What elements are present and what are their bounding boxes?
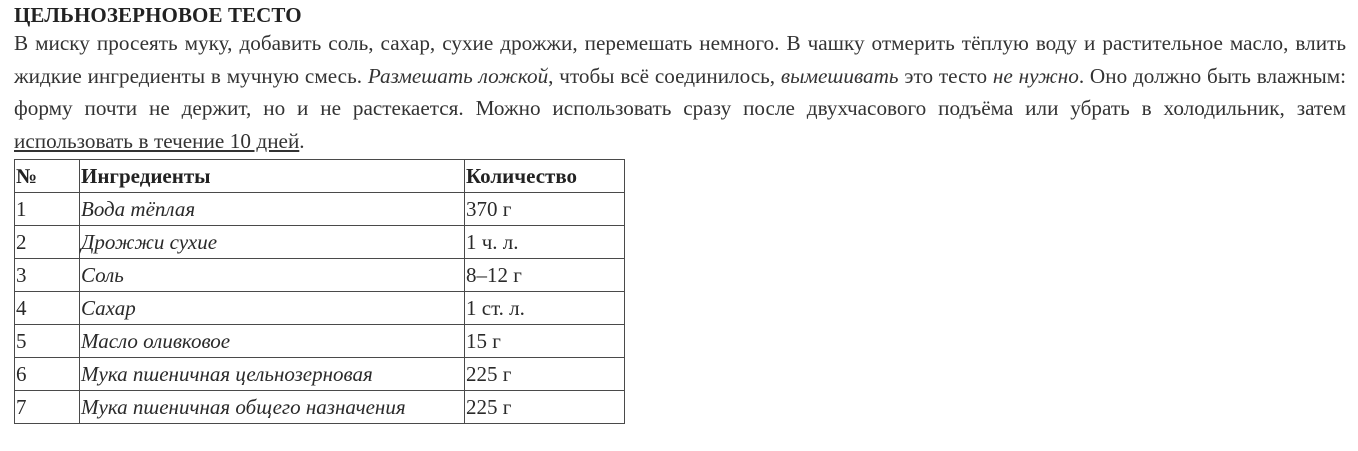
recipe-title: ЦЕЛЬНОЗЕРНОВОЕ ТЕСТО (14, 3, 302, 27)
table-row (15, 193, 625, 226)
instructions-emphasis-stir: Размешать ложкой (367, 63, 549, 88)
instructions-emphasis-not-needed: не нужно (992, 63, 1079, 88)
header-number: № (15, 160, 80, 193)
table-row (15, 259, 625, 292)
row-ingredient: Дрожжи сухие (80, 226, 465, 259)
row-quantity: 8–12 г (465, 259, 625, 292)
table-row (15, 358, 625, 391)
row-number: 4 (15, 292, 80, 325)
row-quantity: 1 ст. л. (465, 292, 625, 325)
row-number: 7 (15, 391, 80, 424)
ingredients-table (14, 159, 625, 424)
recipe-instructions (14, 27, 1346, 157)
row-number: 3 (15, 259, 80, 292)
row-number: 1 (15, 193, 80, 226)
row-number: 6 (15, 358, 80, 391)
header-quantity: Количество (465, 160, 625, 193)
storage-link[interactable]: использовать в течение 10 дней (14, 128, 300, 153)
row-ingredient: Соль (80, 259, 465, 292)
row-quantity: 15 г (465, 325, 625, 358)
row-quantity: 225 г (465, 358, 625, 391)
instructions-text-5: . (299, 128, 305, 153)
row-quantity: 370 г (465, 193, 625, 226)
row-number: 2 (15, 226, 80, 259)
table-row (15, 226, 625, 259)
row-ingredient: Масло оливковое (80, 325, 465, 358)
table-header-row (15, 160, 625, 193)
row-number: 5 (15, 325, 80, 358)
row-ingredient: Вода тёплая (80, 193, 465, 226)
instructions-emphasis-knead: вымешивать (780, 63, 899, 88)
row-ingredient: Сахар (80, 292, 465, 325)
row-ingredient: Мука пшеничная цельнозерновая (80, 358, 465, 391)
instructions-text-1: В миску просеять муку, добавить соль, сахар, сухие дрожжи, перемешать немного. В чашку отмерить тёплую воду и растительное масло, влить жидкие ингредиенты в мучную смесь. (14, 31, 1346, 88)
instructions-text-3: это тесто (898, 63, 993, 88)
header-ingredients: Ингредиенты (80, 160, 465, 193)
instructions-text-4: . Оно должно быть влажным: форму почти не держит, но и не растекается. Можно использовать сразу после двухчасового подъёма или убрать в холодильник, затем (14, 63, 1347, 120)
instructions-text-2: , чтобы всё соединилось, (548, 63, 781, 88)
row-quantity: 225 г (465, 391, 625, 424)
row-ingredient: Мука пшеничная общего назначения (80, 391, 465, 424)
table-row (15, 325, 625, 358)
row-quantity: 1 ч. л. (465, 226, 625, 259)
table-row (15, 391, 625, 424)
table-row (15, 292, 625, 325)
